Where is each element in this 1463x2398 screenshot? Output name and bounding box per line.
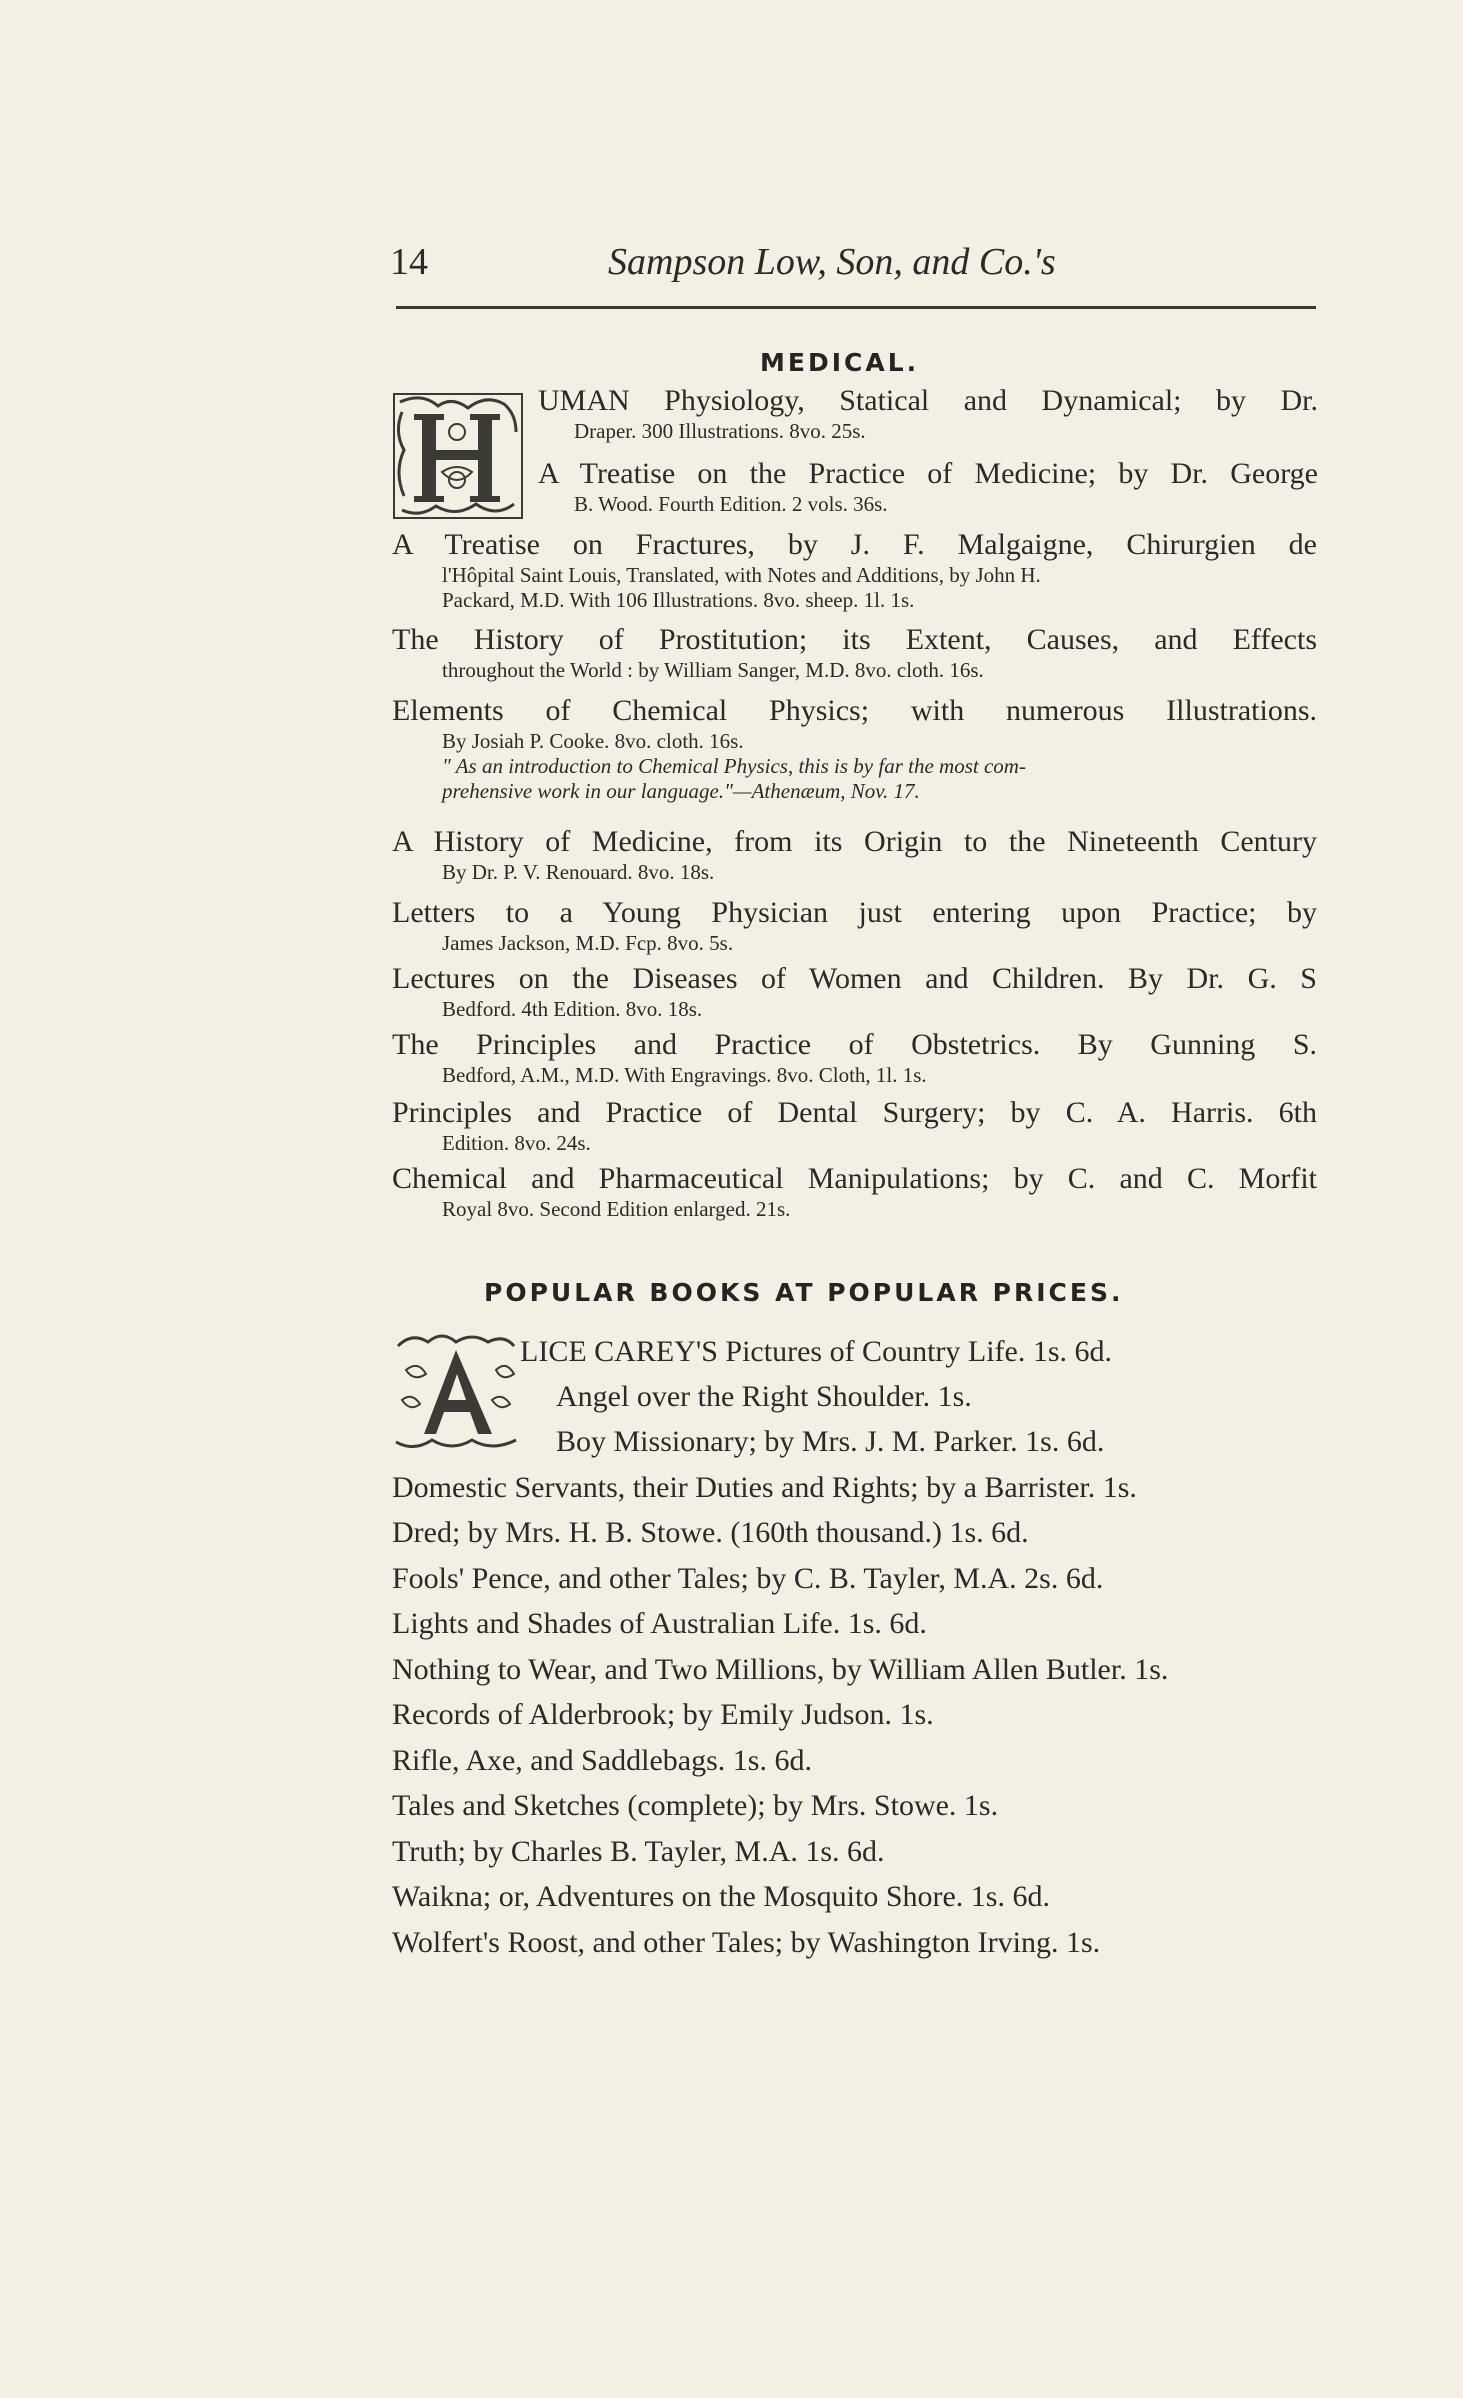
page-header bbox=[390, 240, 1320, 300]
ornamental-dropcap-a-icon bbox=[392, 1330, 520, 1454]
book-entry bbox=[392, 527, 1317, 613]
book-entry bbox=[538, 383, 1318, 444]
header-rule bbox=[396, 306, 1316, 309]
book-entry: Angel over the Right Shoulder. 1s. bbox=[556, 1380, 972, 1413]
book-details: Edition. 8vo. 24s. bbox=[442, 1131, 591, 1155]
running-title: Sampson Low, Son, and Co.'s bbox=[608, 241, 1056, 283]
popular-heading: POPULAR BOOKS AT POPULAR PRICES. bbox=[484, 1278, 1124, 1307]
book-entry: Wolfert's Roost, and other Tales; by Washington Irving. 1s. bbox=[392, 1926, 1101, 1959]
book-entry bbox=[538, 456, 1318, 517]
book-details: throughout the World : by William Sanger, M.D. 8vo. cloth. 16s. bbox=[442, 658, 984, 682]
book-title: Elements of Chemical Physics; with numerous Illustrations. bbox=[392, 694, 1317, 727]
book-quote: " As an introduction to Chemical Physics, this is by far the most com- bbox=[442, 754, 1026, 778]
book-title: UMAN Physiology, Statical and Dynamical; by Dr. bbox=[538, 384, 1318, 417]
book-entry: Truth; by Charles B. Tayler, M.A. 1s. 6d. bbox=[392, 1835, 885, 1868]
book-entry: Lights and Shades of Australian Life. 1s. 6d. bbox=[392, 1607, 927, 1640]
book-entry bbox=[392, 693, 1317, 804]
book-entry: Nothing to Wear, and Two Millions, by William Allen Butler. 1s. bbox=[392, 1653, 1169, 1686]
book-details: Draper. 300 Illustrations. 8vo. 25s. bbox=[574, 419, 866, 443]
book-title: Chemical and Pharmaceutical Manipulations; by C. and C. Morfit bbox=[392, 1162, 1317, 1195]
book-details: By Josiah P. Cooke. 8vo. cloth. 16s. bbox=[442, 729, 744, 753]
book-entry: Rifle, Axe, and Saddlebags. 1s. 6d. bbox=[392, 1744, 812, 1777]
book-details: Bedford, A.M., M.D. With Engravings. 8vo. Cloth, 1l. 1s. bbox=[442, 1063, 927, 1087]
book-entry: Fools' Pence, and other Tales; by C. B. Tayler, M.A. 2s. 6d. bbox=[392, 1562, 1104, 1595]
book-title: The Principles and Practice of Obstetrics. By Gunning S. bbox=[392, 1028, 1317, 1061]
book-title: Lectures on the Diseases of Women and Children. By Dr. G. S bbox=[392, 962, 1317, 995]
book-details: Bedford. 4th Edition. 8vo. 18s. bbox=[442, 997, 703, 1021]
book-title: Principles and Practice of Dental Surgery; by C. A. Harris. 6th bbox=[392, 1096, 1317, 1129]
book-details: B. Wood. Fourth Edition. 2 vols. 36s. bbox=[574, 492, 888, 516]
book-details: l'Hôpital Saint Louis, Translated, with Notes and Additions, by John H. bbox=[442, 563, 1041, 587]
medical-heading: MEDICAL. bbox=[760, 348, 920, 377]
ornamental-dropcap-h-icon bbox=[392, 392, 524, 520]
book-entry: Tales and Sketches (complete); by Mrs. Stowe. 1s. bbox=[392, 1789, 999, 1822]
book-entry bbox=[392, 824, 1317, 885]
book-details: By Dr. P. V. Renouard. 8vo. 18s. bbox=[442, 860, 715, 884]
book-entry: Dred; by Mrs. H. B. Stowe. (160th thousand.) 1s. 6d. bbox=[392, 1516, 1029, 1549]
book-title: A History of Medicine, from its Origin to the Nineteenth Century bbox=[392, 825, 1317, 858]
book-details: Royal 8vo. Second Edition enlarged. 21s. bbox=[442, 1197, 791, 1221]
book-title: A Treatise on the Practice of Medicine; by Dr. George bbox=[538, 457, 1318, 490]
book-entry: Boy Missionary; by Mrs. J. M. Parker. 1s. 6d. bbox=[556, 1425, 1105, 1458]
book-title: Letters to a Young Physician just entering upon Practice; by bbox=[392, 896, 1317, 929]
book-entry bbox=[392, 961, 1317, 1022]
book-entry bbox=[392, 1027, 1317, 1088]
book-entry bbox=[392, 622, 1317, 683]
book-entry: Waikna; or, Adventures on the Mosquito Shore. 1s. 6d. bbox=[392, 1880, 1050, 1913]
book-quote: prehensive work in our language."—Athenæum, Nov. 17. bbox=[442, 779, 920, 803]
book-entry bbox=[392, 895, 1317, 956]
book-entry bbox=[392, 1095, 1317, 1156]
book-entry: Records of Alderbrook; by Emily Judson. 1s. bbox=[392, 1698, 934, 1731]
book-details: Packard, M.D. With 106 Illustrations. 8vo. sheep. 1l. 1s. bbox=[442, 588, 915, 612]
book-title: The History of Prostitution; its Extent, Causes, and Effects bbox=[392, 623, 1317, 656]
page-number: 14 bbox=[390, 241, 428, 283]
book-entry bbox=[392, 1161, 1317, 1222]
book-entry: Domestic Servants, their Duties and Rights; by a Barrister. 1s. bbox=[392, 1471, 1137, 1504]
book-details: James Jackson, M.D. Fcp. 8vo. 5s. bbox=[442, 931, 734, 955]
book-entry: LICE CAREY'S Pictures of Country Life. 1s. 6d. bbox=[520, 1335, 1113, 1368]
book-title: A Treatise on Fractures, by J. F. Malgaigne, Chirurgien de bbox=[392, 528, 1317, 561]
